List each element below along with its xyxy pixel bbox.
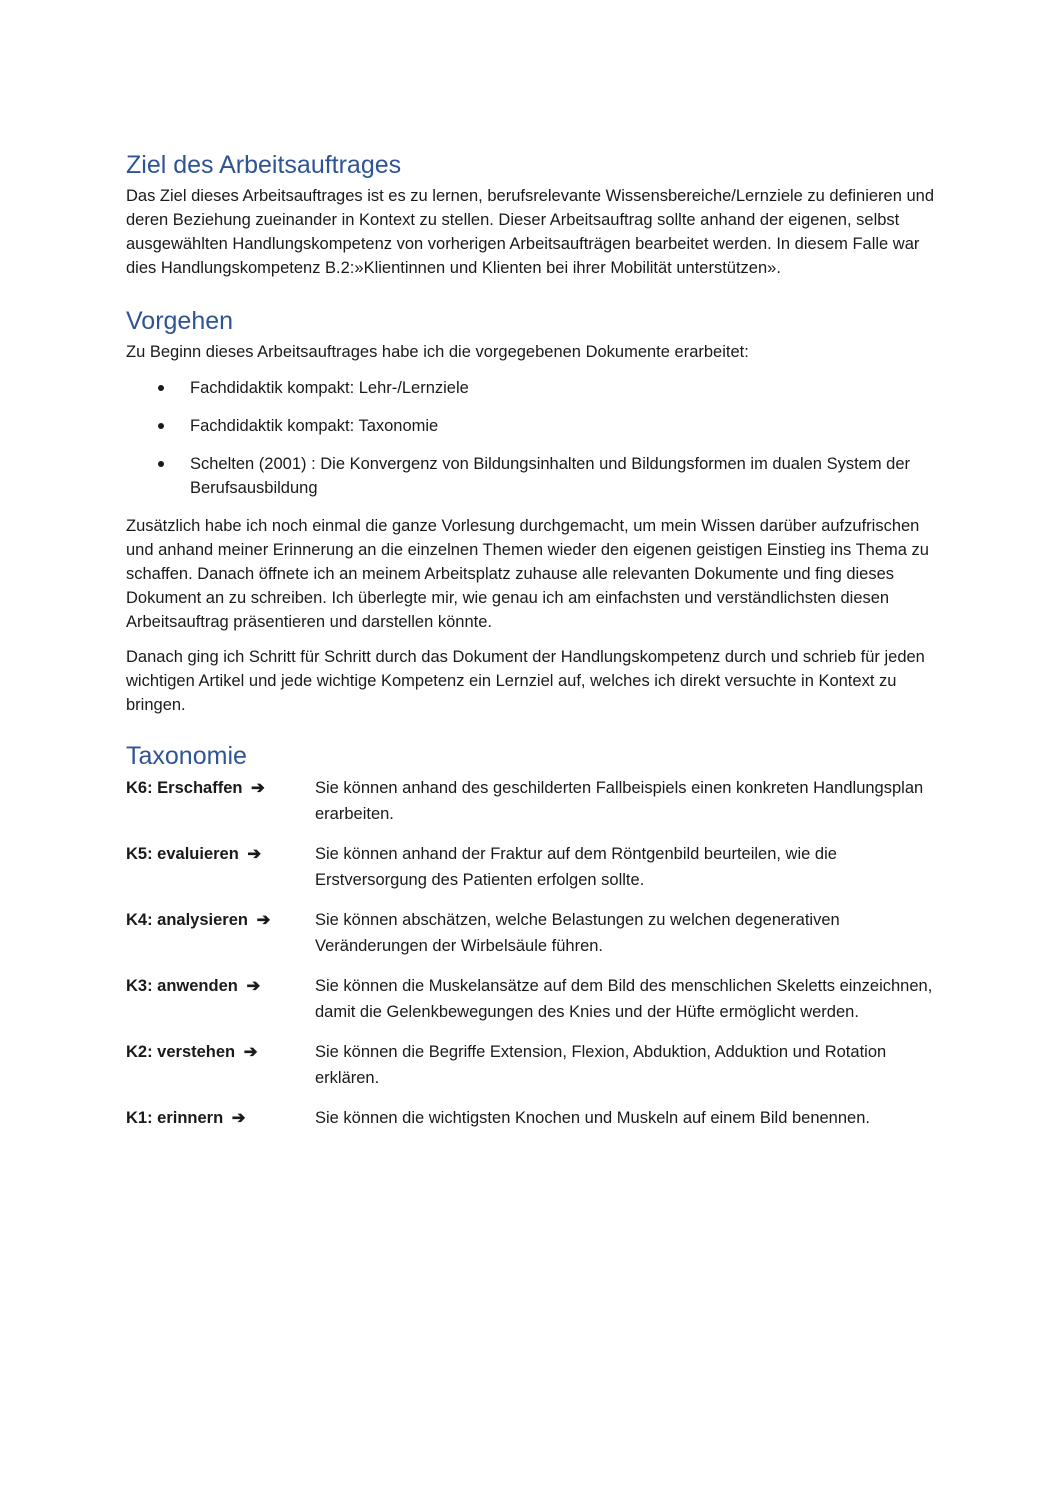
taxonomy-level-label: K1: erinnern — [126, 1109, 224, 1127]
taxonomy-row — [126, 775, 936, 827]
arrow-right-icon: ➔ — [256, 911, 271, 929]
arrow-right-icon: ➔ — [246, 977, 261, 995]
taxonomy-description: Sie können anhand des geschilderten Fallbeispiels einen konkreten Handlungsplan erarbeiten. — [315, 779, 924, 823]
taxonomy-level-label: K6: Erschaffen — [126, 779, 243, 797]
list-item-text: Schelten (2001) : Die Konvergenz von Bildungsinhalten und Bildungsformen im dualen System der Berufsausbildung — [190, 455, 911, 497]
paragraph-vorgehen-intro: Zu Beginn dieses Arbeitsauftrages habe ich die vorgegebenen Dokumente erarbeitet: — [126, 343, 749, 361]
taxonomy-row — [126, 841, 936, 893]
list-item — [126, 414, 936, 438]
taxonomy-row — [126, 1105, 936, 1131]
arrow-right-icon: ➔ — [243, 1043, 258, 1061]
taxonomy-row — [126, 1039, 936, 1091]
taxonomy-description: Sie können anhand der Fraktur auf dem Röntgenbild beurteilen, wie die Erstversorgung des Patienten erfolgen sollte. — [315, 845, 837, 889]
taxonomy-row — [126, 907, 936, 959]
list-item-text: Fachdidaktik kompakt: Taxonomie — [190, 417, 439, 435]
taxonomy-level-label: K3: anwenden — [126, 977, 238, 995]
bullet-icon — [158, 385, 164, 391]
taxonomy-description: Sie können die wichtigsten Knochen und Muskeln auf einem Bild benennen. — [315, 1109, 870, 1127]
taxonomy-description: Sie können die Muskelansätze auf dem Bild des menschlichen Skeletts einzeichnen, damit die Gelenkbewegungen des Knies und der Hüfte ermöglicht werden. — [315, 977, 933, 1021]
section-vorgehen — [126, 306, 936, 717]
list-item — [126, 376, 936, 400]
document-list — [126, 376, 936, 500]
paragraph-ziel: Das Ziel dieses Arbeitsauftrages ist es zu lernen, berufsrelevante Wissensbereiche/Lernziele zu definieren und deren Beziehung zueinander in Kontext zu stellen. Dieser Arbeitsauftrag sollte anhand der eigenen, selbst ausgewählten Handlungskompetenz von vorherigen Arbeitsaufträgen bearbeitet werden. In diesem Falle war dies Handlungskompetenz B.2:»Klientinnen und Klienten bei ihrer Mobilität unterstützen». — [126, 187, 935, 277]
paragraph-vorgehen-2: Danach ging ich Schritt für Schritt durch das Dokument der Handlungskompetenz durch und schrieb für jeden wichtigen Artikel und jede wichtige Kompetenz ein Lernziel auf, welches ich direkt versuchte in Kontext zu bringen. — [126, 648, 925, 714]
heading-ziel: Ziel des Arbeitsauftrages — [126, 151, 402, 179]
taxonomy-level — [126, 907, 315, 959]
list-item — [126, 452, 936, 500]
document-page — [126, 150, 936, 1145]
section-ziel — [126, 150, 936, 280]
taxonomy-row — [126, 973, 936, 1025]
taxonomy-level — [126, 841, 315, 893]
arrow-right-icon: ➔ — [231, 1109, 246, 1127]
taxonomy-level — [126, 1039, 315, 1091]
heading-vorgehen: Vorgehen — [126, 307, 234, 335]
taxonomy-level-label: K4: analysieren — [126, 911, 248, 929]
heading-taxonomie: Taxonomie — [126, 742, 247, 770]
bullet-icon — [158, 423, 164, 429]
taxonomy-description: Sie können die Begriffe Extension, Flexion, Abduktion, Adduktion und Rotation erklären. — [315, 1043, 887, 1087]
taxonomy-level — [126, 775, 315, 827]
section-taxonomie — [126, 741, 936, 1131]
taxonomy-description: Sie können abschätzen, welche Belastungen zu welchen degenerativen Veränderungen der Wirbelsäule führen. — [315, 911, 840, 955]
taxonomy-level-label: K2: verstehen — [126, 1043, 236, 1061]
taxonomy-level — [126, 973, 315, 1025]
arrow-right-icon: ➔ — [247, 845, 262, 863]
arrow-right-icon: ➔ — [251, 779, 265, 797]
taxonomy-level-label: K5: evaluieren — [126, 845, 239, 863]
list-item-text: Fachdidaktik kompakt: Lehr-/Lernziele — [190, 379, 469, 397]
taxonomy-level — [126, 1105, 315, 1131]
bullet-icon — [158, 461, 164, 467]
paragraph-vorgehen-1: Zusätzlich habe ich noch einmal die ganze Vorlesung durchgemacht, um mein Wissen darüber aufzufrischen und anhand meiner Erinnerung an die einzelnen Themen wieder den eigenen geistigen Einstieg ins Thema zu schaffen. Danach öffnete ich an meinem Arbeitsplatz zuhause alle relevanten Dokumente und fing dieses Dokument an zu schreiben. Ich überlegte mir, wie genau ich am einfachsten und verständlichsten diesen Arbeitsauftrag präsentieren und darstellen könnte. — [126, 517, 929, 631]
